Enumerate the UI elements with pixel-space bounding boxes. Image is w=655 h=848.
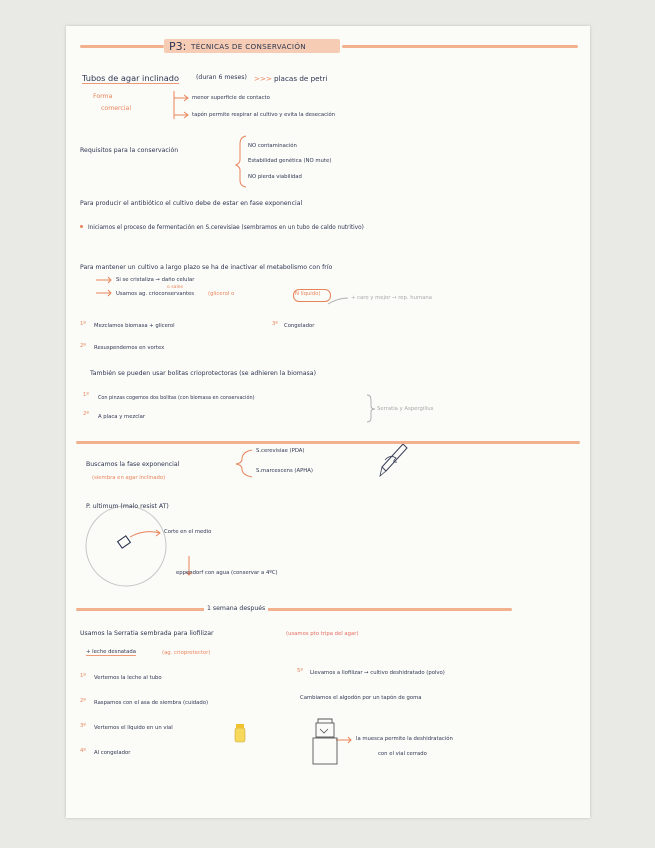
requisito-3: NO pierda viabilidad <box>248 174 302 180</box>
corte-label: Corte en el medio <box>164 529 212 535</box>
bullet-dot <box>80 225 83 228</box>
fase-exponencial-sub: (siembra en agar inclinado) <box>92 475 166 481</box>
semana-label: 1 semana después <box>204 606 268 612</box>
crioconservantes-line: Usamos ag. crioconservantes <box>116 291 195 297</box>
step-num-1c: 1º <box>80 673 86 679</box>
forma-label-2: comercial <box>101 105 132 112</box>
step-num-3c: 3º <box>80 723 86 729</box>
cerevisiae-option: S.cerevisiae (PDA) <box>256 448 305 454</box>
grey-side-note: + caro y mejor → rep. humana <box>351 295 432 301</box>
semana-divider <box>76 608 512 611</box>
eppendorf-label: eppendorf con agua (conservar a 4ºC) <box>176 570 278 576</box>
agar-compare: placas de petri <box>274 74 328 83</box>
agar-duration: (duran 6 meses) <box>196 74 247 81</box>
glicerol-text: (glicerol o <box>208 291 235 297</box>
congelador-step-2: Al congelador <box>94 750 131 756</box>
page-title: TÉCNICAS DE CONSERVACIÓN <box>191 42 306 51</box>
bolitas-intro: También se pueden usar bolitas crioprotectoras (se adhieren la biomasa) <box>90 370 316 377</box>
leche-desnatada: + leche desnatada <box>86 649 136 655</box>
step-num-2c: 2º <box>80 698 86 704</box>
requisitos-label: Requisitos para la conservación <box>80 147 179 154</box>
title-rule-right <box>342 45 578 48</box>
fase-exponencial-text: Buscamos la fase exponencial <box>86 461 180 468</box>
liofilizar-note: (usamos pto tripa del agar) <box>286 631 359 637</box>
resuspendemos-step: Resuspendemos en vortex <box>94 345 165 351</box>
vertemos-liquido-step: Vertemos el líquido en un vial <box>94 725 173 731</box>
step-num-1b: 1º <box>83 392 89 398</box>
agar-label: Tubos de agar inclinado <box>82 73 179 83</box>
cristaliza-line: Si se cristaliza → daño celular <box>116 277 195 283</box>
requisito-1: NO contaminación <box>248 143 297 149</box>
step-num-3: 3º <box>272 321 278 327</box>
pythium-title: P. ultimum (malo resist AT) <box>86 503 169 510</box>
title-prefix: P3: <box>169 40 187 53</box>
placa-step: A placa y mezclar <box>98 414 146 420</box>
step-num-5c: 5º <box>297 668 303 674</box>
forma-label-1: Forma <box>93 93 113 100</box>
largo-plazo-intro: Para mantener un cultivo a largo plazo se ha de inactivar el metabolismo con frío <box>80 264 333 271</box>
step-num-2: 2º <box>80 343 86 349</box>
inicio-text: Iniciamos el proceso de fermentación en S.cerevisiae (sembramos en un tubo de caldo nutritivo) <box>88 225 364 231</box>
n-liquido-text: N líquido) <box>295 291 321 297</box>
cambiamos-text: Cambiamos el algodón por un tapón de goma <box>300 695 422 701</box>
vertemos-leche-step: Vertemos la leche al tubo <box>94 675 162 681</box>
muesca-line-2: con el vial cerrado <box>378 751 427 757</box>
agar-branch-2: tapón permite respirar al cultivo y evita la desecación <box>192 112 336 118</box>
pinzas-step: Con pinzas cogemos dos bolitas (con biomasa en conservación) <box>98 395 255 401</box>
marcescens-option: S.marcescens (APHA) <box>256 468 313 474</box>
step-num-4c: 4º <box>80 748 86 754</box>
agar-arrows: >>> <box>254 74 273 83</box>
raspamos-step: Raspamos con el asa de siembra (cuidado) <box>94 700 209 706</box>
sales-note: o sales <box>167 285 183 290</box>
congelador-step: Congelador <box>284 323 315 329</box>
antibiotico-text: Para producir el antibiótico el cultivo debe de estar en fase exponencial <box>80 200 303 207</box>
step-num-2b: 2º <box>83 411 89 417</box>
section-divider <box>76 441 580 444</box>
muesca-line-1: la muesca permite la deshidratación <box>356 736 453 742</box>
liofilizar-intro: Usamos la Serratia sembrada para liofilizar <box>80 630 214 637</box>
title-rule-left <box>80 45 164 48</box>
llevamos-liofilizar-step: Llevamos a liofilizar → cultivo deshidratado (polvo) <box>310 670 445 676</box>
agar-branch-1: menor superficie de contacto <box>192 95 270 101</box>
mezclamos-step: Mezclamos biomasa + glicerol <box>94 323 175 329</box>
leche-note: (ag. crioprotector) <box>162 650 211 656</box>
bolitas-side-note: Serratia y Aspergillus <box>377 406 434 412</box>
step-num-1: 1º <box>80 321 86 327</box>
notebook-page <box>66 26 590 818</box>
requisito-2: Estabilidad genética (NO mute) <box>248 158 332 164</box>
